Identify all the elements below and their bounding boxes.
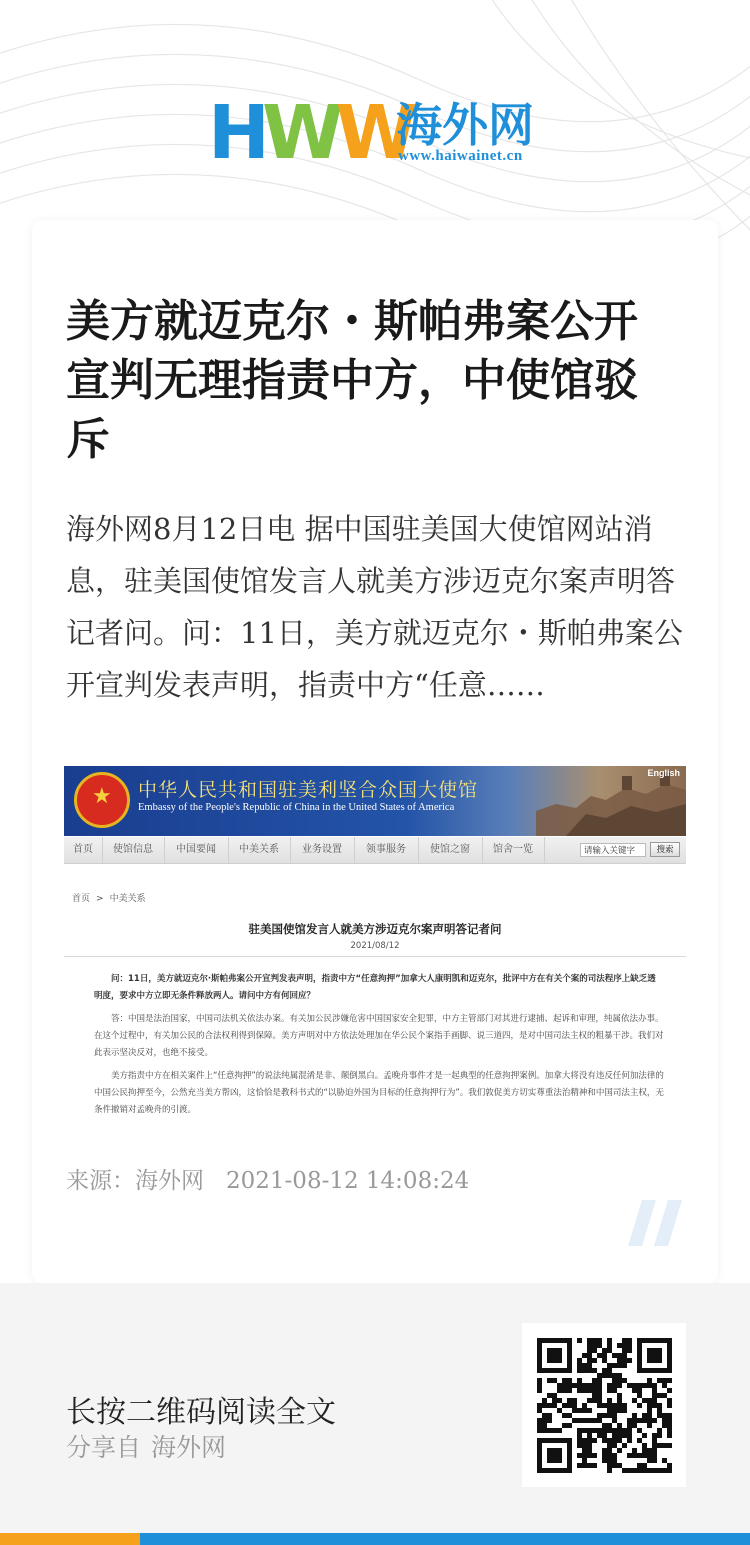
- nav-item-premises[interactable]: 馆舍一览: [482, 837, 545, 863]
- source-label: 来源：海外网: [66, 1168, 204, 1194]
- share-site: 海外网: [151, 1433, 227, 1462]
- share-prefix: 分享自: [66, 1433, 142, 1462]
- breadcrumb-home[interactable]: 首页: [72, 894, 91, 904]
- logo-url: www.haiwainet.cn: [398, 148, 523, 164]
- haiwainet-logo: [208, 90, 543, 176]
- hww-lettermark: HWW: [208, 90, 410, 176]
- divider: [64, 956, 686, 957]
- nav-item-home[interactable]: 首页: [64, 837, 103, 863]
- article-card: [32, 220, 718, 1283]
- national-emblem-icon: ★: [74, 772, 130, 828]
- english-link[interactable]: English: [647, 768, 680, 778]
- embassy-name-cn: 中华人民共和国驻美利坚合众国大使馆: [138, 779, 479, 801]
- embassy-search-button[interactable]: 搜索: [650, 842, 680, 857]
- share-footer: [0, 1283, 750, 1533]
- embassy-answer-paragraph-2: 美方指责中方在相关案件上“任意拘押”的说法纯属混淆是非、颠倒黑白。孟晚舟事件才是一起典型的任意拘押案例。加拿大将没有违反任何加法律的中国公民拘押至今，公然充当美方帮凶，这恰恰是教科书式的“以胁迫外国为目标的任意拘押行为”。我们敦促美方切实尊重法治精神和中国司法主权，无条件撤销对孟晚舟的引渡。: [94, 1071, 664, 1115]
- publish-datetime: 2021-08-12 14:08:24: [226, 1168, 470, 1194]
- bottom-accent-bar: [0, 1533, 750, 1545]
- embassy-article-title: 驻美国使馆发言人就美方涉迈克尔案声明答记者问: [248, 922, 502, 936]
- source-line: [66, 1162, 491, 1195]
- embassy-banner: [64, 766, 686, 836]
- article-summary: 海外网8月12日电 据中国驻美国大使馆网站消息，驻美国使馆发言人就美方涉迈克尔案声明答记者问。问：11日，美方就迈克尔・斯帕弗案公开宣判发表声明，指责中方“任意……: [66, 512, 683, 702]
- qr-read-prompt: 长按二维码阅读全文: [66, 1395, 336, 1430]
- embassy-answer-paragraph: 答：中国是法治国家，中国司法机关依法办案。有关加公民涉嫌危害中国国家安全犯罪，中方主管部门对其进行逮捕、起诉和审理，纯属依法办事。在这个过程中，有关加公民的合法权利得到保障。美方声明对中方依法处理加在华公民个案指手画脚、说三道四，是对中国司法主权的粗暴干涉。我们对此表示坚决反对，也绝不接受。: [94, 1014, 664, 1058]
- article-title: 美方就迈克尔・斯帕弗案公开宣判无理指责中方，中使馆驳斥: [66, 296, 638, 465]
- nav-item-window[interactable]: 使馆之窗: [418, 837, 483, 863]
- logo-name: 海外网: [396, 98, 534, 152]
- qr-code[interactable]: [522, 1323, 686, 1487]
- qr-code-icon: [522, 1323, 686, 1487]
- breadcrumb: [72, 891, 152, 904]
- embassy-article-date: 2021/08/12: [350, 941, 400, 951]
- embassy-name-en: Embassy of the People's Republic of China in the United States of America: [138, 802, 455, 813]
- embassy-question-paragraph: 问：11日，美方就迈克尔·斯帕弗案公开宣判发表声明，指责中方“任意拘押”加拿大人康明凯和迈克尔，批评中方在有关个案的司法程序上缺乏透明度，要求中方立即无条件释放两人。请问中方有何回应？: [94, 974, 656, 1001]
- nav-item-china-us[interactable]: 中美关系: [228, 837, 291, 863]
- share-source: [66, 1428, 236, 1464]
- nav-item-china-news[interactable]: 中国要闻: [164, 837, 229, 863]
- embassy-nav-bar: [64, 837, 686, 864]
- embassy-page-screenshot: [64, 766, 686, 1122]
- nav-item-consular[interactable]: 领事服务: [354, 837, 419, 863]
- nav-item-embassy-info[interactable]: 使馆信息: [102, 837, 165, 863]
- decorative-slashes-icon: [628, 1200, 692, 1246]
- breadcrumb-separator: >: [96, 894, 104, 904]
- embassy-search-input[interactable]: 请输入关键字: [580, 843, 646, 857]
- nav-item-business[interactable]: 业务设置: [290, 837, 355, 863]
- breadcrumb-china-us[interactable]: 中美关系: [109, 894, 146, 904]
